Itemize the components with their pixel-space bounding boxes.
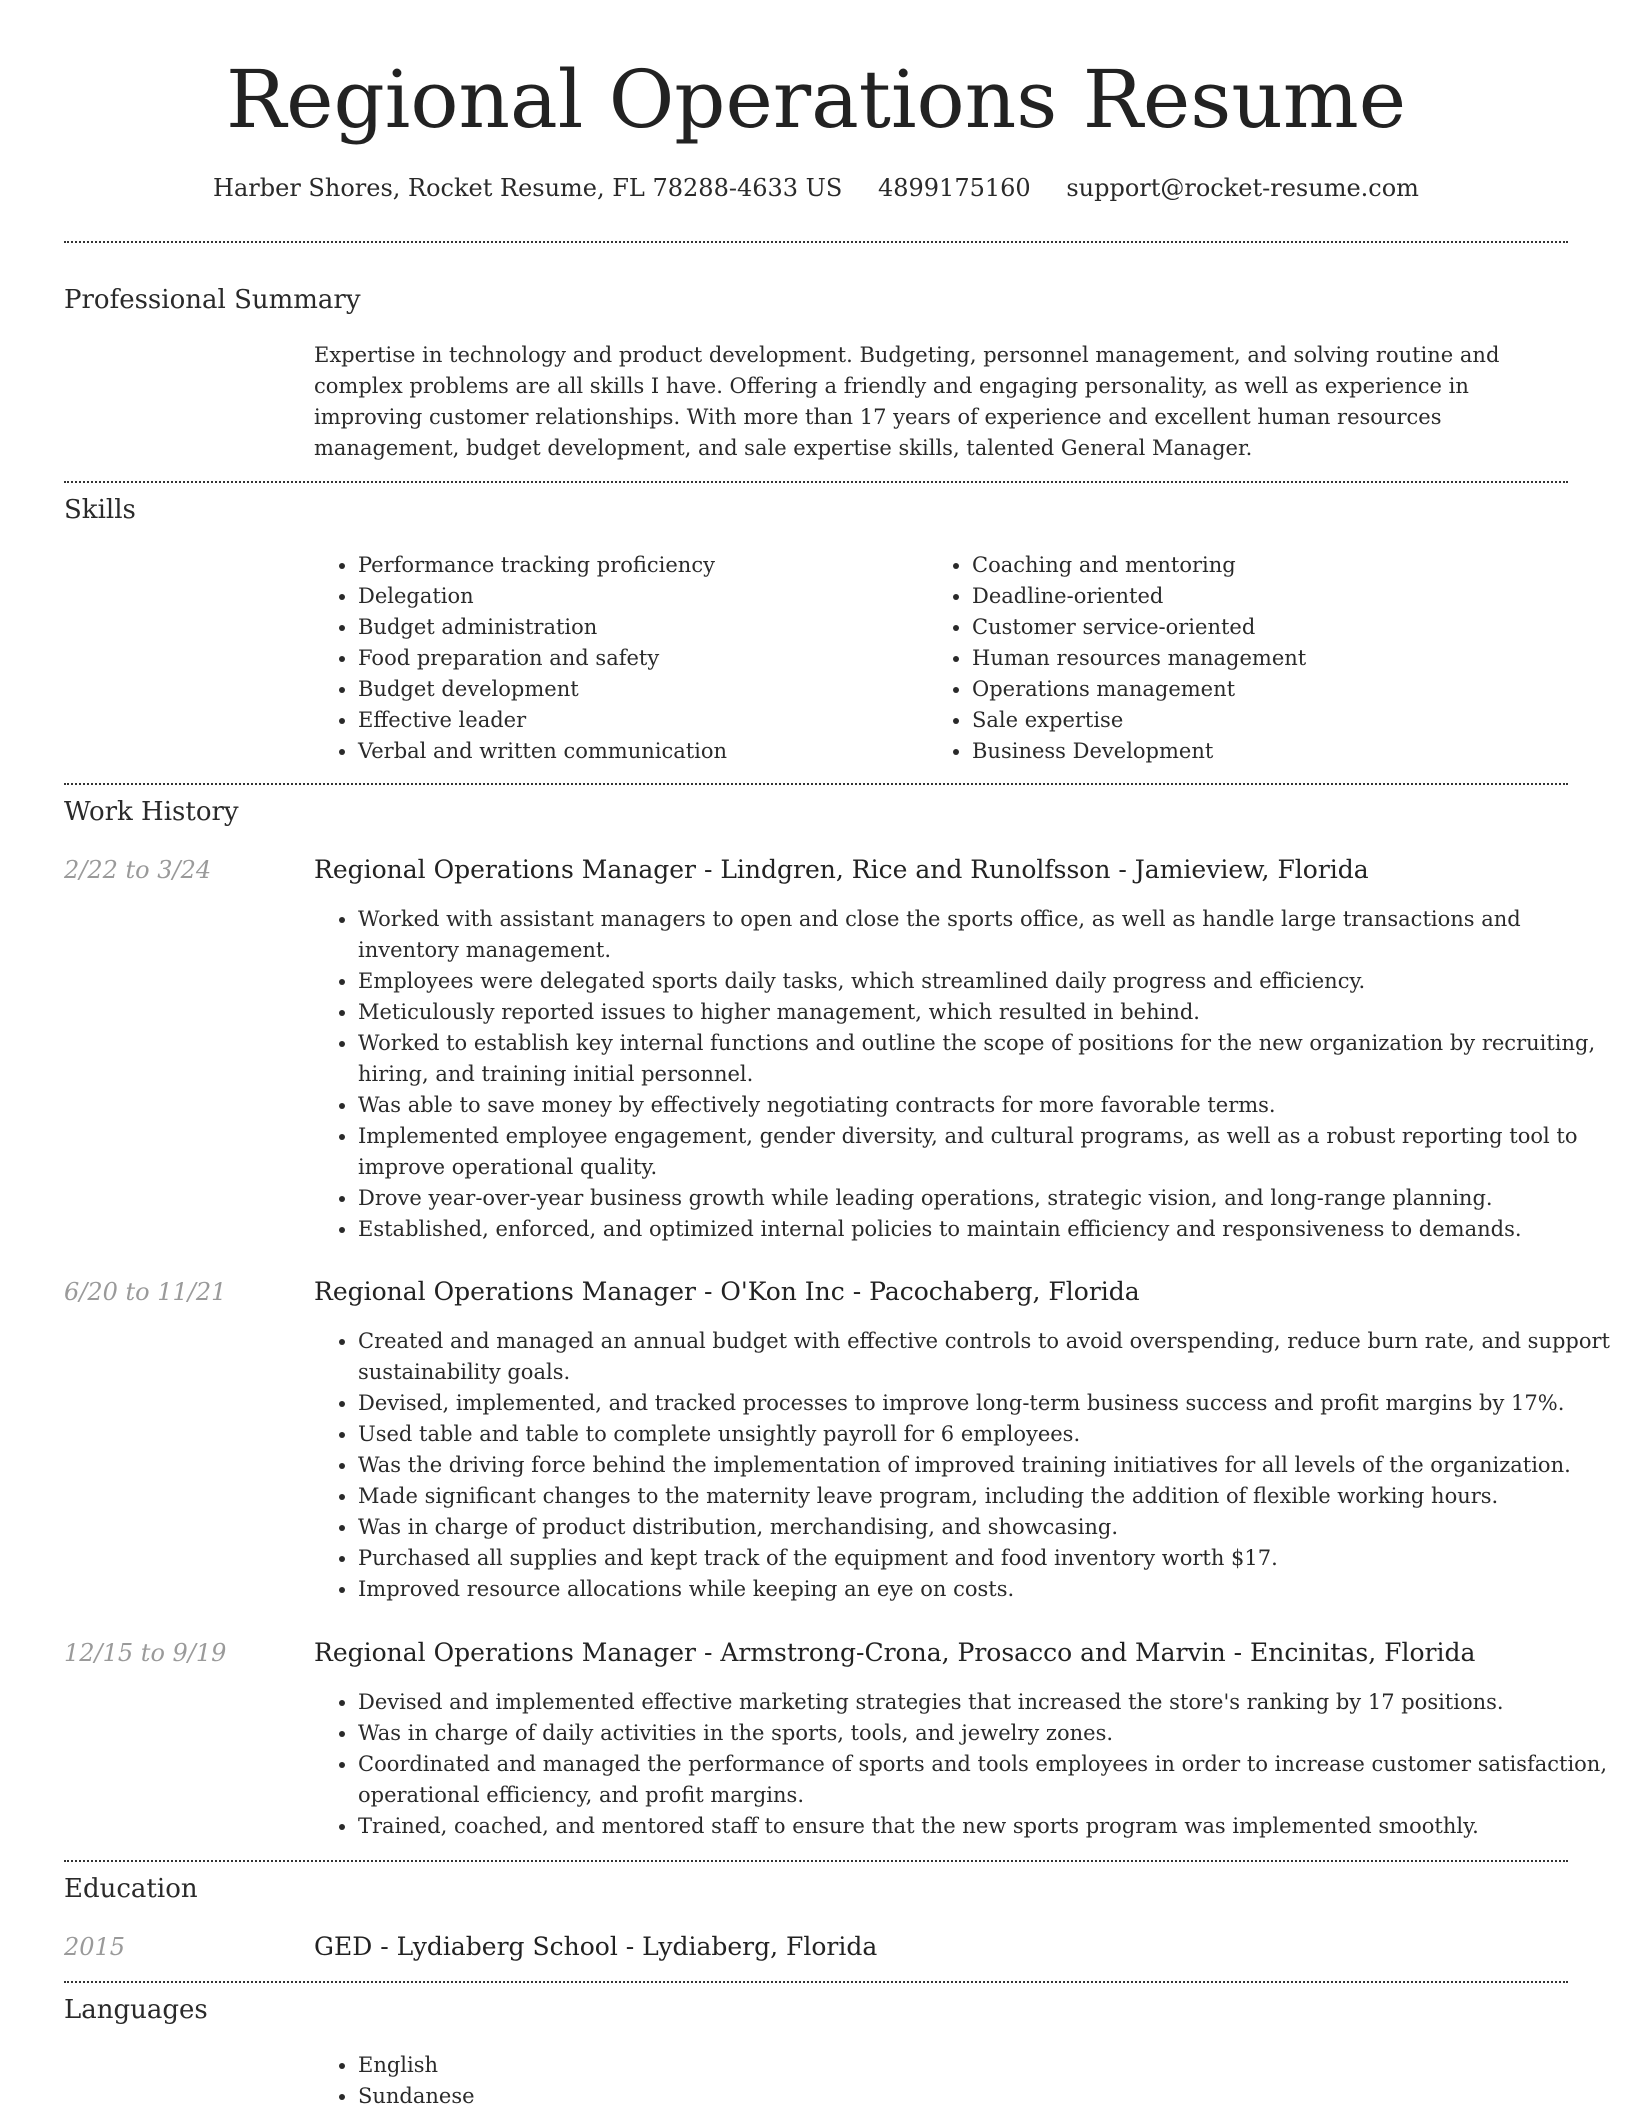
job-bullet: • Established, enforced, and optimized internal policies to maintain efficiency and responsiveness to demands. [358, 1214, 1620, 1245]
education-heading: Education [64, 1874, 198, 1904]
contact-line [0, 170, 1632, 206]
job-bullet: • Coordinated and managed the performance of sports and tools employees in order to increase customer satisfaction, operational efficiency, and profit margins. [358, 1749, 1620, 1811]
section-divider [64, 1981, 1568, 1983]
section-divider [64, 481, 1568, 483]
skill-item: • Delegation [358, 581, 918, 612]
languages-heading: Languages [64, 1995, 208, 2025]
section-divider [64, 241, 1568, 243]
job-bullet: • Drove year-over-year business growth while leading operations, strategic vision, and long-range planning. [358, 1183, 1620, 1214]
education-entry: GED - Lydiaberg School - Lydiaberg, Florida [314, 1932, 878, 1961]
language-item: • Sundanese [358, 2081, 958, 2112]
job-bullet: • Improved resource allocations while keeping an eye on costs. [358, 1574, 1620, 1605]
summary-text: Expertise in technology and product development. Budgeting, personnel management, and solving routine and complex problems are all skills I have. Offering a friendly and engaging personality, as well as experience in improving customer relationships. With more than 17 years of experience and excellent human resources management, budget development, and sale expertise skills, talented General Manager. [314, 343, 1500, 460]
job-bullet: • Trained, coached, and mentored staff to ensure that the new sports program was implemented smoothly. [358, 1811, 1620, 1842]
skill-item: • Performance tracking proficiency [358, 550, 918, 581]
job-bullet: • Was in charge of product distribution, merchandising, and showcasing. [358, 1512, 1620, 1543]
job-bullet: • Was the driving force behind the implementation of improved training initiatives for all levels of the organization. [358, 1450, 1620, 1481]
skills-list-right [928, 550, 1572, 767]
languages-list [314, 2050, 958, 2112]
email-text: support@rocket-resume.com [1066, 174, 1419, 202]
skill-item: • Business Development [972, 736, 1572, 767]
skill-item: • Coaching and mentoring [972, 550, 1572, 581]
section-divider [64, 1860, 1568, 1862]
skill-item: • Budget development [358, 674, 918, 705]
skill-item: • Budget administration [358, 612, 918, 643]
skill-item: • Food preparation and safety [358, 643, 918, 674]
job-bullet: • Devised and implemented effective marketing strategies that increased the store's ranking by 17 positions. [358, 1687, 1620, 1718]
job-bullet: • Was able to save money by effectively negotiating contracts for more favorable terms. [358, 1090, 1620, 1121]
skill-item: • Effective leader [358, 705, 918, 736]
job-dates: 12/15 to 9/19 [64, 1639, 227, 1667]
job-dates: 6/20 to 11/21 [64, 1278, 227, 1306]
education-year: 2015 [64, 1933, 126, 1961]
skill-item: • Sale expertise [972, 705, 1572, 736]
work-history-heading: Work History [64, 797, 239, 827]
job-bullet: • Created and managed an annual budget with effective controls to avoid overspending, reduce burn rate, and support sustainability goals. [358, 1326, 1620, 1388]
job-title: Regional Operations Manager - Lindgren, Rice and Runolfsson - Jamieview, Florida [314, 855, 1369, 884]
skill-item: • Human resources management [972, 643, 1572, 674]
job-bullet: • Worked with assistant managers to open and close the sports office, as well as handle large transactions and inventory management. [358, 904, 1620, 966]
skill-item: • Customer service-oriented [972, 612, 1572, 643]
job-bullets [314, 1326, 1620, 1605]
resume-title: Regional Operations Resume [225, 53, 1407, 146]
job-title: Regional Operations Manager - O'Kon Inc - Pacochaberg, Florida [314, 1277, 1140, 1306]
skill-item: • Verbal and written communication [358, 736, 918, 767]
skills-heading: Skills [64, 495, 136, 525]
skills-list-left [314, 550, 918, 767]
job-bullet: • Employees were delegated sports daily tasks, which streamlined daily progress and efficiency. [358, 966, 1620, 997]
skill-item: • Deadline-oriented [972, 581, 1572, 612]
job-bullet: • Used table and table to complete unsightly payroll for 6 employees. [358, 1419, 1620, 1450]
language-item: • English [358, 2050, 958, 2081]
job-bullet: • Purchased all supplies and kept track of the equipment and food inventory worth $17. [358, 1543, 1620, 1574]
address-text: Harber Shores, Rocket Resume, FL 78288-4633 US [213, 174, 843, 202]
section-divider [64, 783, 1568, 785]
skill-item: • Operations management [972, 674, 1572, 705]
job-bullet: • Devised, implemented, and tracked processes to improve long-term business success and profit margins by 17%. [358, 1388, 1620, 1419]
job-dates: 2/22 to 3/24 [64, 856, 212, 884]
job-bullet: • Worked to establish key internal functions and outline the scope of positions for the new organization by recruiting, hiring, and training initial personnel. [358, 1028, 1620, 1090]
job-bullet: • Implemented employee engagement, gender diversity, and cultural programs, as well as a robust reporting tool to improve operational quality. [358, 1121, 1620, 1183]
job-bullets [314, 904, 1620, 1245]
summary-heading: Professional Summary [64, 285, 361, 315]
job-bullet: • Made significant changes to the maternity leave program, including the addition of flexible working hours. [358, 1481, 1620, 1512]
job-bullet: • Meticulously reported issues to higher management, which resulted in behind. [358, 997, 1620, 1028]
job-bullets [314, 1687, 1620, 1842]
job-bullet: • Was in charge of daily activities in the sports, tools, and jewelry zones. [358, 1718, 1620, 1749]
phone-text: 4899175160 [877, 174, 1031, 202]
job-title: Regional Operations Manager - Armstrong-Crona, Prosacco and Marvin - Encinitas, Florida [314, 1638, 1476, 1667]
